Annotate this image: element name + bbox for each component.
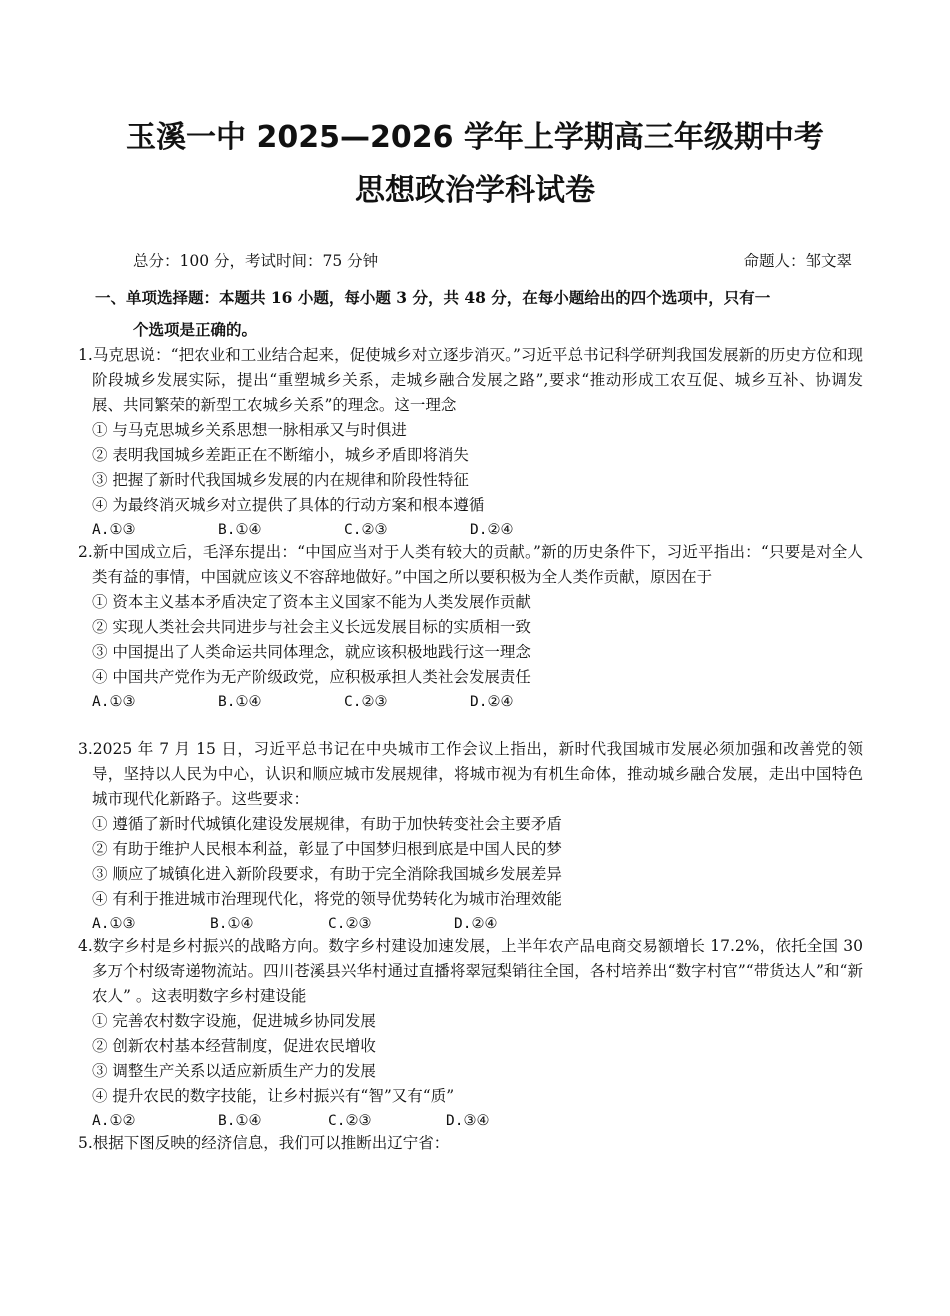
question-option: ③ 调整生产关系以适应新质生产力的发展 xyxy=(92,1062,376,1080)
question-4 xyxy=(78,934,863,1134)
answer-choice-b: B.①④ xyxy=(218,522,262,538)
exam-title-line1: 玉溪一中 2025—2026 学年上学期高三年级期中考 xyxy=(126,120,824,155)
answer-choice-c: C.②③ xyxy=(328,916,372,932)
question-stem: 1.马克思说：“把农业和工业结合起来，促使城乡对立逐步消灭。”习近平总书记科学研判我国发展新的历史方位和现阶段城乡发展实际，提出“重塑城乡关系，走城乡融合发展之路”,要求“推动形成工农互促、城乡互补、协调发展、共同繁荣的新型工农城乡关系”的理念。这一理念 xyxy=(78,346,863,414)
question-option: ④ 提升农民的数字技能，让乡村振兴有“智”又有“质” xyxy=(92,1087,455,1105)
exam-meta xyxy=(133,250,852,272)
question-1 xyxy=(78,343,863,543)
question-option: ④ 为最终消灭城乡对立提供了具体的行动方案和根本遵循 xyxy=(92,496,485,514)
question-option: ④ 有利于推进城市治理现代化，将党的领导优势转化为城市治理效能 xyxy=(92,890,562,908)
answer-choice-b: B.①④ xyxy=(210,916,254,932)
answer-choice-d: D.③④ xyxy=(446,1113,490,1129)
answer-choice-c: C.②③ xyxy=(328,1113,372,1129)
question-stem: 5.根据下图反映的经济信息，我们可以推断出辽宁省： xyxy=(78,1134,450,1152)
question-stem: 4.数字乡村是乡村振兴的战略方向。数字乡村建设加速发展，上半年农产品电商交易额增长 17.2%，依托全国 30 多万个村级寄递物流站。四川苍溪县兴华村通过直播将翠冠梨销往全国，各村培养出“数字村官”“带货达人”和“新农人” 。这表明数字乡村建设能 xyxy=(78,937,863,1005)
question-option: ① 完善农村数字设施，促进城乡协同发展 xyxy=(92,1012,376,1030)
question-2 xyxy=(78,540,863,715)
question-3 xyxy=(78,737,863,937)
section-heading-line1: 一、单项选择题：本题共 16 小题，每小题 3 分，共 48 分，在每小题给出的四个选项中，只有一 xyxy=(95,288,771,307)
answer-choices xyxy=(78,690,863,715)
question-stem: 2.新中国成立后，毛泽东提出：“中国应当对于人类有较大的贡献。”新的历史条件下，习近平指出：“只要是对全人类有益的事情，中国就应该义不容辞地做好。”中国之所以要积极为全人类作贡献，原因在于 xyxy=(78,543,863,586)
question-5 xyxy=(78,1131,863,1156)
question-option: ③ 顺应了城镇化进入新阶段要求，有助于完全消除我国城乡发展差异 xyxy=(92,865,562,883)
answer-choice-d: D.②④ xyxy=(470,522,514,538)
question-option: ① 遵循了新时代城镇化建设发展规律，有助于加快转变社会主要矛盾 xyxy=(92,815,562,833)
section-heading xyxy=(95,282,865,346)
question-option: ① 资本主义基本矛盾决定了资本主义国家不能为人类发展作贡献 xyxy=(92,593,531,611)
answer-choice-d: D.②④ xyxy=(454,916,498,932)
question-option: ② 创新农村基本经营制度，促进农民增收 xyxy=(92,1037,376,1055)
question-option: ② 实现人类社会共同进步与社会主义长远发展目标的实质相一致 xyxy=(92,618,531,636)
answer-choice-a: A.①② xyxy=(92,1113,136,1129)
answer-choice-a: A.①③ xyxy=(92,694,136,710)
score-time-info: 总分：100 分，考试时间：75 分钟 xyxy=(133,252,379,270)
answer-choice-d: D.②④ xyxy=(470,694,514,710)
question-option: ② 表明我国城乡差距正在不断缩小，城乡矛盾即将消失 xyxy=(92,446,469,464)
answer-choice-c: C.②③ xyxy=(344,694,388,710)
exam-title-line2: 思想政治学科试卷 xyxy=(355,173,595,208)
answer-choice-c: C.②③ xyxy=(344,522,388,538)
question-option: ③ 中国提出了人类命运共同体理念，就应该积极地践行这一理念 xyxy=(92,643,531,661)
answer-choice-b: B.①④ xyxy=(218,1113,262,1129)
answer-choice-a: A.①③ xyxy=(92,916,136,932)
author-info: 命题人：邹文翠 xyxy=(743,252,852,270)
section-heading-line2: 个选项是正确的。 xyxy=(133,320,258,339)
answer-choice-a: A.①③ xyxy=(92,522,136,538)
question-option: ① 与马克思城乡关系思想一脉相承又与时俱进 xyxy=(92,421,407,439)
question-option: ④ 中国共产党作为无产阶级政党，应积极承担人类社会发展责任 xyxy=(92,668,531,686)
question-option: ③ 把握了新时代我国城乡发展的内在规律和阶段性特征 xyxy=(92,471,469,489)
question-option: ② 有助于维护人民根本利益，彰显了中国梦归根到底是中国人民的梦 xyxy=(92,840,562,858)
question-stem: 3.2025 年 7 月 15 日，习近平总书记在中央城市工作会议上指出，新时代我国城市发展必须加强和改善党的领导，坚持以人民为中心，认识和顺应城市发展规律，将城市视为有机生命体，推动城乡融合发展，走出中国特色城市现代化新路子。这些要求： xyxy=(78,740,863,808)
answer-choice-b: B.①④ xyxy=(218,694,262,710)
